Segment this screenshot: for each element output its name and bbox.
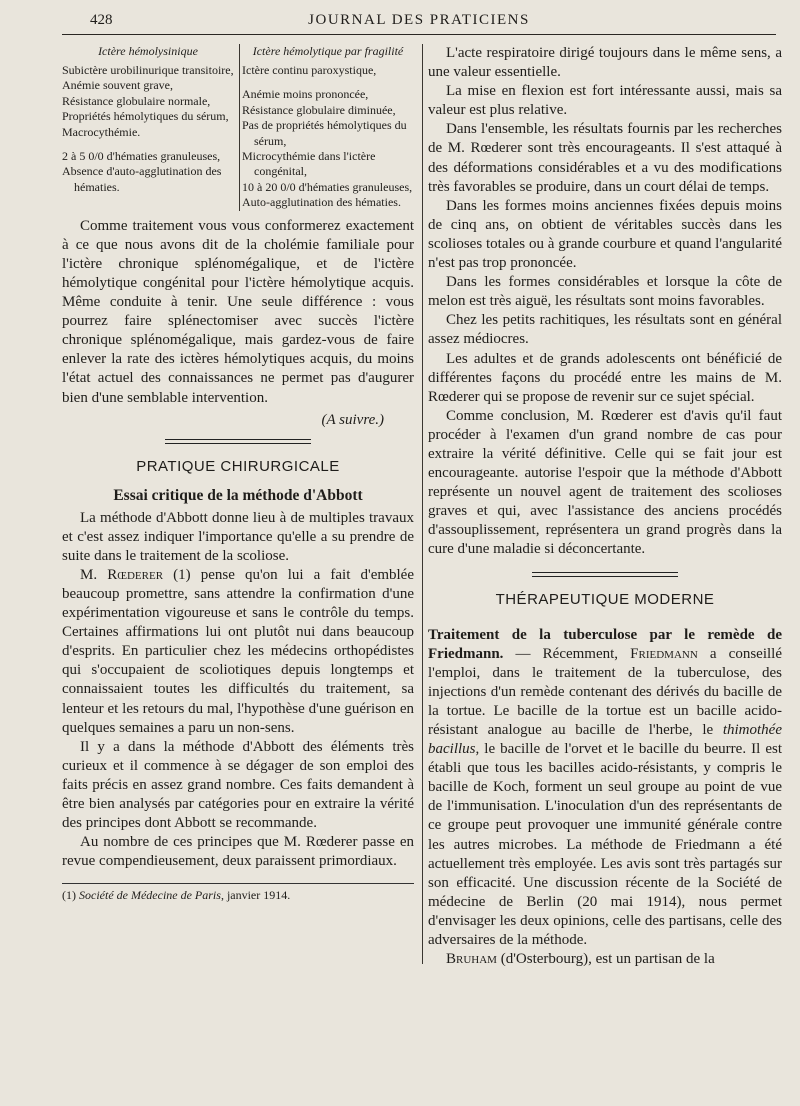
table-cell: 2 à 5 0/0 d'hématies granuleuses, <box>62 149 221 164</box>
table-column-fragilite <box>238 44 414 211</box>
table-cell: Anémie souvent grave, <box>62 78 173 93</box>
table-cell: Microcythémie dans l'ictère congénital, <box>242 149 376 179</box>
paragraph: Bruham (d'Osterbourg), est un partisan de la <box>446 951 715 968</box>
author-name: Rœderer <box>107 566 164 583</box>
paragraph: La mise en flexion est fort intéressante aussi, mais sa valeur est plus relative. <box>428 83 782 119</box>
paragraph: Dans les formes moins anciennes fixées depuis moins de cinq ans, on obtient de véritables succès dans les scolioses totales ou à grande courbure et quand l'angularité n'est pas trop prononcée. <box>428 197 782 272</box>
table-cell: Résistance globulaire diminuée, <box>242 102 396 117</box>
paragraph: Dans l'ensemble, les résultats fournis par les recherches de M. Rœderer sont très encourageants. Il s'est attaqué à des déformations considérables et a vu des modifications très favorables se produire, dans un court délai de temps. <box>428 121 782 195</box>
table-cell: Macrocythémie. <box>62 124 141 139</box>
section-title: THÉRAPEUTIQUE MODERNE <box>495 590 715 608</box>
journal-title: JOURNAL DES PRATICIENS <box>308 12 530 28</box>
table-cell: Pas de propriétés hémolytiques du sérum, <box>242 118 407 148</box>
paragraph: L'acte respiratoire dirigé toujours dans le même sens, a une valeur essentielle. <box>428 45 782 81</box>
footnote: (1) Société de Médecine de Paris, janvier 1914. <box>62 888 291 903</box>
table-column-hemolysinique <box>62 44 238 211</box>
paragraph: Comme conclusion, M. Rœderer est d'avis qu'il faut procéder à l'examen d'un grand nombre de cas pour extraire la vérité définitive. Celle qui se fait jour est encourageante. autorise l'espoir que la méthode d'Abbott représente un nouvel agent de traitement des scolioses graves et qui, avec l'assistance des anciens procédés d'assouplissement, représentera un grand progrès dans la cure d'une maladie si déconcertante. <box>428 407 782 558</box>
paragraph: Au nombre de ces principes que M. Rœderer passe en revue compendieusement, deux paraissent primordiaux. <box>62 834 414 870</box>
table-divider <box>239 44 240 211</box>
paragraph: La méthode d'Abbott donne lieu à de multiples travaux et c'est assez indiquer l'importance qu'elle a su prendre de suite dans le traitement de la scoliose. <box>62 509 414 564</box>
table-cell: Absence d'auto-agglutination des hématies. <box>62 164 222 194</box>
running-head <box>62 10 776 35</box>
section-title: PRATIQUE CHIRURGICALE <box>136 457 340 475</box>
paragraph: Comme traitement vous vous conformerez exactement à ce que nous avons dit de la cholémie familiale pour l'ictère chronique splénomégalique, et de l'ictère hémolytique congénital pour l'ictère hémolytique acquis. Même conduite à tenir. Une seule différence : vous pourrez faire splénectomiser avec succès l'ictère chronique splénomégalique, mais gardez-vous de faire enlever la rate des ictères hémolytiques acquis, du moins l'état actuel des connaissances ne permet pas d'augurer bien d'une semblable intervention. <box>62 217 414 406</box>
article-title: Essai critique de la méthode d'Abbott <box>113 486 363 504</box>
table-cell: Auto-agglutination des hématies. <box>242 195 401 210</box>
paragraph: M. Rœderer (1) pense qu'on lui a fait d'emblée beaucoup promettre, sans attendre la confirmation d'une expérimentation vigoureuse et sans le contrôle du temps. Certaines affirmations lui ont plutôt nui dans beaucoup d'esprits. En particulier chez les médecins orthopédistes qui s'occupaient de scoliotiques depuis longtemps et connaissaient toutes les difficultés du traitement, sa lenteur et les retours du mal, l'hypothèse d'une guérison en quelques semaines a paru un non-sens. <box>62 566 414 736</box>
table-cell: 10 à 20 0/0 d'hématies granuleuses, <box>242 179 413 194</box>
table-cell: Propriétés hémolytiques du sérum, <box>62 109 229 124</box>
right-column <box>428 44 782 969</box>
table-cell: Anémie moins prononcée, <box>242 87 369 102</box>
author-name: Friedmann <box>630 645 698 662</box>
table-cell: Résistance globulaire normale, <box>62 93 211 108</box>
author-name: Bruham <box>446 951 497 968</box>
table-cell: Ictère continu paroxystique, <box>242 63 377 77</box>
table-cell: Subictère urobilinurique transitoire, <box>62 63 234 77</box>
paragraph: Traitement de la tuberculose par le remède de Friedmann. — Récemment, Friedmann a conseillé l'emploi, dans le traitement de la tuberculose, des injections d'un remède contenant des dérivés du bacille de la tortue. Le bacille de la tortue est un bacille acido-résistant analogue au bacille de l'herbe, le thimothée bacillus, le bacille de l'orvet et le bacille du beurre. Il est établi que tous les bacilles acido-résistants, y compris le bacille de Koch, forment un seul groupe au point de vue de l'immunisation. L'inoculation d'un des représentants de ce groupe peut provoquer une immunité générale contre les autres microbes. La méthode de Friedmann a été actuellement très employée. Les avis sont très partagés sur son efficacité. Une discussion récente de la Société de médecine de Berlin (20 mai 1914), nous permet d'envisager les deux opinions, celle des partisans, celle des adversaires de la méthode. <box>428 626 782 949</box>
article-title: Traitement de la tuberculose par le remède de Friedmann. <box>428 626 782 662</box>
section-rule <box>165 439 311 444</box>
column-divider <box>422 44 423 964</box>
section-rule <box>532 572 678 577</box>
paragraph: Chez les petits rachitiques, les résultats sont en général assez médiocres. <box>428 312 782 348</box>
left-column <box>62 44 414 903</box>
table-heading-left: Ictère hémolysinique <box>98 44 198 58</box>
footnote-rule <box>62 883 414 884</box>
page-number: 428 <box>90 12 113 28</box>
continuation-note: (A suivre.) <box>321 411 384 428</box>
paragraph: Les adultes et de grands adolescents ont bénéficié de différentes façons du procédé entre les mains de M. Rœderer qui se propose de revenir sur ce sujet spécial. <box>428 350 782 405</box>
table-heading-right: Ictère hémolytique par fragilité <box>252 44 404 58</box>
paragraph: Dans les formes considérables et lorsque la côte de melon est très aiguë, les résultats sont moins favorables. <box>428 274 782 310</box>
paragraph: Il y a dans la méthode d'Abbott des éléments très curieux et il commence à se dégager de son emploi des faits précis en assez grand nombre. Ces faits demandent à être bien analysés par catégories pour en extraire la vérité des principes dont Abbott se recommande. <box>62 738 414 832</box>
comparison-table <box>62 44 414 211</box>
